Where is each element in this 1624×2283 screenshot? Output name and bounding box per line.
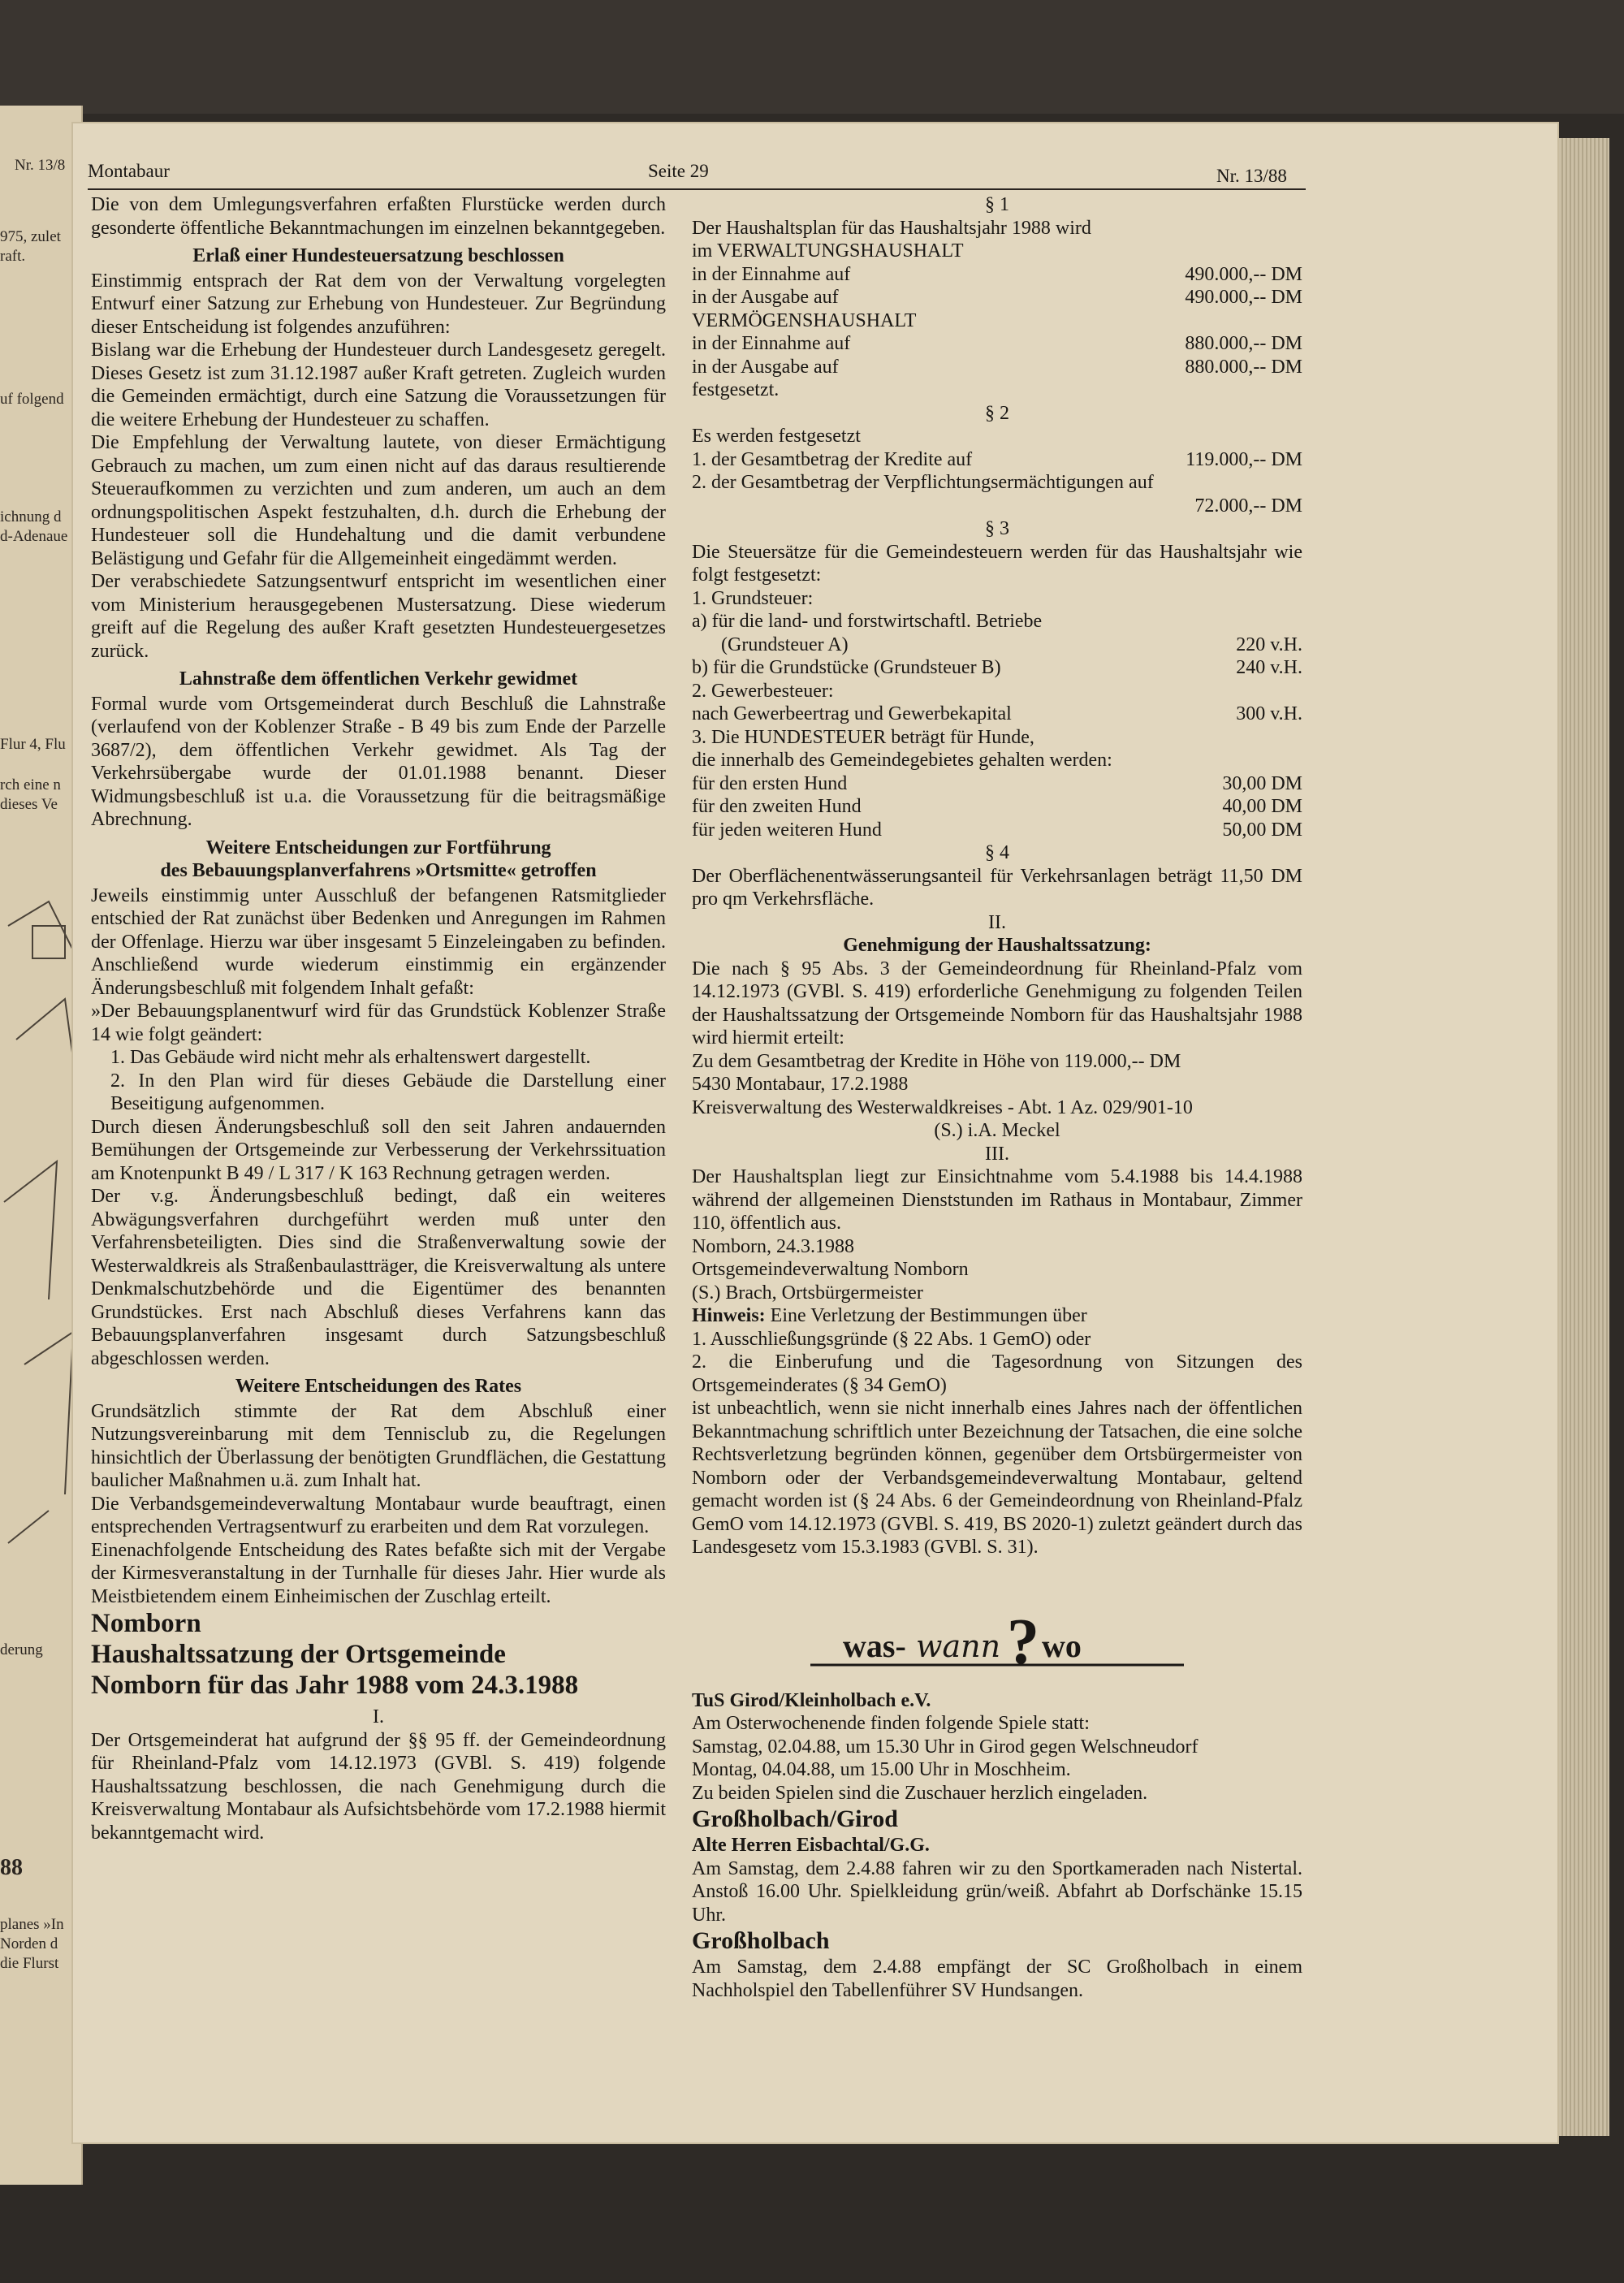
paragraph: Der Ortsgemeinderat hat aufgrund der §§ 95 ff. der Gemeindeordnung für Rheinland-Pfalz vom 14.12.1973 (GVBl. S. 419) folgende Haushaltssatzung beschlossen, die nach Genehmigung durch die Kreisverwaltung Montabaur als Aufsichtsbehörde vom 17.2.1988 hiermit bekanntgemacht wird. [91, 1729, 666, 1844]
header-issue: Nr. 13/88 [1216, 166, 1287, 186]
prev-fragment: d-Adenaue [0, 528, 68, 545]
budget-row [692, 332, 1302, 356]
paragraph: Durch diesen Änderungsbeschluß soll den seit Jahren andauernden Bemühungen der Ortsgemeinde zur Verbesserung der Verkehrssituation am Knotenpunkt B 49 / L 317 / K 163 Rechnung getragen werden. [91, 1116, 666, 1184]
budget-row [692, 263, 1302, 287]
prev-fragment: raft. [0, 248, 26, 265]
roman-numeral: I. [373, 1706, 384, 1727]
row-label: für den ersten Hund [692, 772, 848, 794]
row-value: 490.000,-- DM [1185, 263, 1302, 285]
tax-row [692, 795, 1302, 819]
row-label: für jeden weiteren Hund [692, 819, 882, 841]
list-item: 2. In den Plan wird für dieses Gebäude die Darstellung einer Beseitigung aufgenommen. [110, 1070, 666, 1114]
paragraph: Die Steuersätze für die Gemeindesteuern werden für das Haushaltsjahr wie folgt festgesetzt: [692, 541, 1302, 586]
logo-wann: wann [916, 1628, 1001, 1664]
hint-line [692, 1304, 1302, 1328]
paragraph: Die Empfehlung der Verwaltung lautete, von dieser Ermächtigung Gebrauch zu machen, um zum einen nicht auf das daraus resultierende Steueraufkommen zu verzichten und zum anderen, um auch an dem ordnungspolitischen Aspekt festzuhalten, d.h. durch die Erhebung der Hundesteuer soll die Hundehaltung und die damit verbundene Belästigung und Gefahr für die Allgemeinheit eingedämmt werden. [91, 432, 666, 569]
header-page-number: Seite 29 [648, 161, 709, 181]
text-line: 2. Gewerbesteuer: [692, 680, 834, 702]
prev-fragment: 975, zulet [0, 228, 61, 245]
paragraph: Der Oberflächenentwässerungsanteil für Verkehrsanlagen beträgt 11,50 DM pro qm Verkehrsfläche. [692, 865, 1302, 910]
paragraph: Einstimmig entsprach der Rat dem von der Verwaltung vorgelegten Entwurf einer Satzung zur Erhebung von Hundesteuer. Zur Begründung dieser Entscheidung ist folgendes anzuführen: [91, 270, 666, 338]
logo-was: was- [843, 1627, 906, 1664]
prev-fragment: uf folgend [0, 391, 64, 408]
row-label: für den zweiten Hund [692, 796, 862, 817]
paragraph: Am Samstag, dem 2.4.88 fahren wir zu den Sportkameraden nach Nistertal. Anstoß 16.00 Uhr. Spielkleidung grün/weiß. Abfahrt ab Dorfschänke 15.15 Uhr. [692, 1857, 1302, 1926]
row-value: 240 v.H. [1236, 657, 1302, 678]
paragraph: Am Samstag, dem 2.4.88 empfängt der SC Großholbach in einem Nachholspiel den Tabellenführer SV Hundsangen. [692, 1957, 1302, 2001]
text-line: Am Osterwochenende finden folgende Spiele statt: [692, 1713, 1090, 1734]
club-title: Großholbach [692, 1927, 830, 1954]
article-title: Haushaltssatzung der Ortsgemeinde [91, 1640, 506, 1669]
row-value: 300 v.H. [1236, 703, 1302, 724]
prev-fragment: Flur 4, Flu [0, 736, 66, 753]
text-line: Ortsgemeindeverwaltung Nomborn [692, 1259, 969, 1280]
prev-fragment: dieses Ve [0, 796, 58, 813]
paragraph: Der v.g. Änderungsbeschluß bedingt, daß ein weiteres Abwägungsverfahren durchgeführt werden muß unter den Verfahrensbeteiligten. Dies sind die Straßenverwaltung sowie der Westerwaldkreis als Straßenbaulastträger, die Kreisverwaltung als untere Denkmalschutzbehörde und die Eigentümer des benannten Grundstückes. Erst nach Abschluß dieses Verfahrens kann das Bebauungsplanverfahren insgesamt durch Satzungsbeschluß abgeschlossen werden. [91, 1186, 666, 1369]
was-wann-wo-logo [794, 1606, 1200, 1675]
text-line: 1. Grundsteuer: [692, 587, 814, 609]
paragraph-sign: § 3 [985, 518, 1009, 539]
paragraph: Der Haushaltsplan liegt zur Einsichtnahme vom 5.4.1988 bis 14.4.1988 während der allgemeinen Dienststunden im Rathaus in Montabaur, Zimmer 110, öffentlich aus. [692, 1166, 1302, 1234]
paragraph-sign: § 2 [985, 402, 1009, 424]
map-fragment-icon [0, 877, 81, 1657]
header-location: Montabaur [88, 161, 170, 181]
row-value: 880.000,-- DM [1185, 356, 1302, 378]
row-label: 1. der Gesamtbetrag der Kredite auf [692, 448, 973, 470]
row-label: nach Gewerbeertrag und Gewerbekapital [692, 703, 1012, 724]
row-label: (Grundsteuer A) [721, 633, 849, 655]
section-heading: des Bebauungsplanverfahrens »Ortsmitte« getroffen [160, 860, 597, 881]
row-label: in der Ausgabe auf [692, 356, 839, 378]
text-line: 2. der Gesamtbetrag der Verpflichtungsermächtigungen auf [692, 472, 1154, 493]
row-value: 490.000,-- DM [1185, 287, 1302, 308]
town-title: Nomborn [91, 1609, 201, 1638]
text-line: Es werden festgesetzt [692, 426, 861, 447]
budget-row [692, 286, 1302, 309]
paragraph: Formal wurde vom Ortsgemeinderat durch Beschluß die Lahnstraße (verlaufend von der Koblenzer Straße - B 49 bis zum Ende der Parzelle 3687/2), dem öffentlichen Verkehr gewidmet. Als Tag der Verkehrsübergabe wurde der 01.01.1988 benannt. Dieser Widmungsbeschluß ist u.a. die Voraussetzung für die beitragsmäßige Abrechnung. [91, 693, 666, 830]
row-label: in der Einnahme auf [692, 333, 851, 354]
tax-row [692, 703, 1302, 726]
row-value: 72.000,-- DM [1194, 495, 1302, 517]
previous-page-strip [0, 106, 83, 2185]
was-wann-wo-logo-graphic [794, 1606, 1200, 1675]
paragraph-sign: § 1 [985, 194, 1009, 215]
left-column [91, 193, 666, 1844]
paragraph-sign: § 4 [985, 842, 1009, 863]
section-heading: Lahnstraße dem öffentlichen Verkehr gewidmet [179, 668, 578, 690]
row-value: 880.000,-- DM [1185, 333, 1302, 354]
row-value: 220 v.H. [1236, 633, 1302, 655]
text-line: Zu dem Gesamtbetrag der Kredite in Höhe von 119.000,-- DM [692, 1050, 1181, 1072]
row-value: 30,00 DM [1222, 772, 1302, 794]
tax-row [692, 772, 1302, 796]
binder-background [0, 0, 1624, 114]
row-value: 119.000,-- DM [1186, 448, 1302, 470]
article-title: Nomborn für das Jahr 1988 vom 24.3.1988 [91, 1671, 579, 1700]
text-line: 3. Die HUNDESTEUER beträgt für Hunde, [692, 726, 1034, 748]
paragraph: Jeweils einstimmig unter Ausschluß der befangenen Ratsmitglieder entschied der Rat zunächst über Bedenken und Anregungen im Rahmen der Offenlage. Hierzu war über insgesamt 5 Einzeleingaben zu befinden. Anschließend wurde wiederum einstimmig ein ergänzender Änderungsbeschluß mit folgendem Inhalt gefaßt: [91, 884, 666, 999]
page-header [88, 161, 1306, 188]
text-line: Samstag, 02.04.88, um 15.30 Uhr in Girod gegen Welschneudorf [692, 1736, 1199, 1758]
prev-fragment: rch eine n [0, 776, 61, 793]
roman-numeral: III. [985, 1143, 1009, 1165]
row-label: in der Einnahme auf [692, 263, 851, 285]
text-line: Der Haushaltsplan für das Haushaltsjahr 1988 wird [692, 217, 1091, 239]
tax-row [692, 633, 1302, 657]
event-subtitle: Alte Herren Eisbachtal/G.G. [692, 1835, 930, 1856]
prev-fragment: Norden d [0, 1935, 58, 1952]
text-line: VERMÖGENSHAUSHALT [692, 309, 917, 331]
paragraph: Die Verbandsgemeindeverwaltung Montabaur wurde beauftragt, einen entsprechenden Vertragsentwurf zu erarbeiten und dem Rat vorzulegen. [91, 1493, 666, 1537]
row-value: 50,00 DM [1222, 819, 1302, 841]
section-heading: Weitere Entscheidungen des Rates [235, 1376, 522, 1397]
hint-label: Hinweis: [692, 1305, 766, 1326]
section-heading: Weitere Entscheidungen zur Fortführung [205, 837, 551, 858]
text-line: a) für die land- und forstwirtschaftl. Betriebe [692, 611, 1043, 632]
text-line: 1. Ausschließungsgründe (§ 22 Abs. 1 GemO) oder [692, 1328, 1091, 1350]
section-heading: Genehmigung der Haushaltssatzung: [843, 935, 1151, 956]
row-label: in der Ausgabe auf [692, 287, 839, 308]
club-title: Großholbach/Girod [692, 1805, 898, 1832]
paragraph: Bislang war die Erhebung der Hundesteuer durch Landesgesetz geregelt. Dieses Gesetz ist zum 31.12.1987 außer Kraft getreten. Zugleich wurden die Gemeinden ermächtigt, durch eine Satzung die Voraussetzungen für die weitere Erhebung der Hundesteuer zu schaffen. [91, 339, 666, 430]
text-line: Kreisverwaltung des Westerwaldkreises - Abt. 1 Az. 029/901-10 [692, 1096, 1193, 1118]
row-label: b) für die Grundstücke (Grundsteuer B) [692, 657, 1001, 678]
paragraph: Der verabschiedete Satzungsentwurf entspricht im wesentlichen einer vom Ministerium herausgegebenen Mustersatzung. Diese wiederum greift auf die Regelung des außer Kraft gesetzten Hundesteuergesetzes zurück. [91, 571, 666, 662]
budget-row [692, 448, 1302, 472]
page-stack-edge [1559, 138, 1609, 2136]
paragraph: Die von dem Umlegungsverfahren erfaßten Flurstücke werden durch gesonderte öffentliche Bekanntmachungen im einzelnen bekanntgegeben. [91, 194, 666, 239]
text-line: Zu beiden Spielen sind die Zuschauer herzlich eingeladen. [692, 1782, 1148, 1804]
paragraph: Grundsätzlich stimmte der Rat dem Abschluß einer Nutzungsvereinbarung mit dem Tennisclub zu, die Regelungen hinsichtlich der Überlassung der benötigten Grundflächen, die Gestattung baulicher Maßnahmen u.ä. zum Inhalt hat. [91, 1400, 666, 1491]
text-line: die innerhalb des Gemeindegebietes gehalten werden: [692, 750, 1112, 771]
hint-text: Eine Verletzung der Bestimmungen über [765, 1305, 1087, 1326]
paragraph: ist unbeachtlich, wenn sie nicht innerhalb eines Jahres nach der öffentlichen Bekanntmachung schriftlich unter Bezeichnung der Tatsachen, die eine solche Rechtsverletzung begründen können, gegenüber dem Ortsbürgermeister von Nomborn oder der Verbandsgemeindeverwaltung Montabaur, geltend gemacht worden ist (§ 24 Abs. 6 der Gemeindeordnung von Rheinland-Pfalz GemO vom 14.12.1973 (GVBl. S. 419, BS 2020-1) zuletzt geändert durch das Landesgesetz vom 15.3.1983 (GVBl. S. 31). [692, 1398, 1302, 1558]
prev-fragment: 88 [0, 1855, 23, 1880]
list-item: 1. Das Gebäude wird nicht mehr als erhaltenswert dargestellt. [110, 1047, 591, 1068]
header-rule [88, 188, 1306, 190]
text-line: im VERWALTUNGSHAUSHALT [692, 240, 964, 262]
tax-row [692, 656, 1302, 680]
prev-fragment: derung [0, 1641, 43, 1658]
prev-fragment: Nr. 13/8 [15, 157, 66, 174]
text-line: 5430 Montabaur, 17.2.1988 [692, 1074, 909, 1095]
paragraph: Die nach § 95 Abs. 3 der Gemeindeordnung für Rheinland-Pfalz vom 14.12.1973 (GVBl. S. 419) erforderliche Genehmigung zu folgenden Teilen der Haushaltssatzung der Ortsgemeinde Nomborn für das Haushaltsjahr 1988 wird hiermit erteilt: [692, 958, 1302, 1049]
prev-fragment: ichnung d [0, 508, 62, 525]
text-line: festgesetzt. [692, 379, 780, 400]
budget-row [692, 356, 1302, 379]
signature-line: (S.) i.A. Meckel [934, 1120, 1060, 1141]
section-heading: Erlaß einer Hundesteuersatzung beschlossen [192, 245, 564, 266]
roman-numeral: II. [988, 911, 1006, 933]
logo-question: ? [1007, 1606, 1039, 1675]
right-column [692, 193, 1302, 2002]
text-line: 2. die Einberufung und die Tagesordnung von Sitzungen des Ortsgemeinderates (§ 34 GemO) [692, 1351, 1302, 1396]
logo-wo: wo [1042, 1627, 1082, 1664]
text-line: (S.) Brach, Ortsbürgermeister [692, 1282, 923, 1304]
paragraph: »Der Bebauungsplanentwurf wird für das Grundstück Koblenzer Straße 14 wie folgt geändert: [91, 1001, 666, 1045]
event-title: TuS Girod/Kleinholbach e.V. [692, 1689, 931, 1711]
text-line: Montag, 04.04.88, um 15.00 Uhr in Moschheim. [692, 1759, 1071, 1780]
prev-fragment: die Flurst [0, 1955, 59, 1972]
tax-row [692, 819, 1302, 842]
row-value: 40,00 DM [1222, 796, 1302, 817]
text-line: Nomborn, 24.3.1988 [692, 1235, 854, 1257]
prev-fragment: planes »In [0, 1916, 64, 1933]
paragraph: Einenachfolgende Entscheidung des Rates befaßte sich mit der Vergabe der Kirmesveranstaltung in der Turnhalle für dieses Jahr. Hier wurde als Meistbietendem einem Einheimischen der Zuschlag erteilt. [91, 1539, 666, 1607]
